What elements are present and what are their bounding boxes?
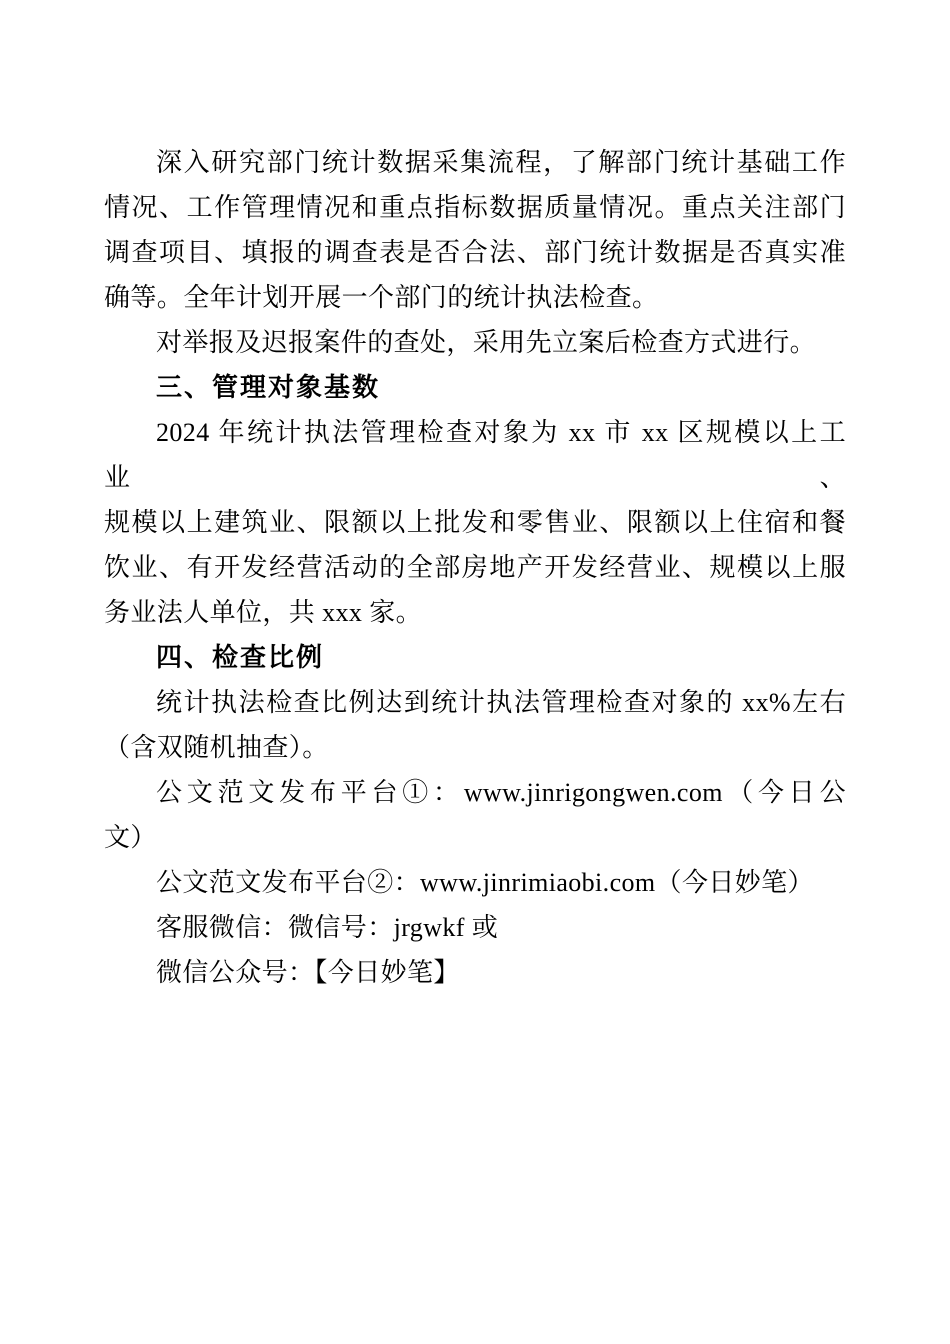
text-line: 公文范文发布平台②：www.jinrimiaobi.com（今日妙笔） [156, 868, 814, 897]
section-heading [104, 635, 846, 680]
text-line: 统计执法检查比例达到统计执法管理检查对象的 xx%左右 [156, 688, 846, 717]
paragraph [104, 410, 846, 635]
text-line: 公文范文发布平台①：www.jinrigongwen.com（今日公 [156, 778, 846, 807]
text-line: 2024 年统计执法管理检查对象为 xx 市 xx 区规模以上工业、 [104, 418, 846, 492]
text-line: 规模以上建筑业、限额以上批发和零售业、限额以上住宿和餐 [104, 508, 846, 537]
text-line: 饮业、有开发经营活动的全部房地产开发经营业、规模以上服 [104, 553, 846, 582]
paragraph [104, 140, 846, 320]
heading-line: 三、管理对象基数 [156, 372, 381, 402]
text-line: 务业法人单位，共 xxx 家。 [104, 598, 423, 627]
text-line: 深入研究部门统计数据采集流程，了解部门统计基础工作 [156, 148, 846, 177]
text-line: 微信公众号：【今日妙笔】 [156, 958, 460, 987]
text-line: （含双随机抽查）。 [104, 733, 329, 762]
paragraph [104, 905, 846, 950]
text-line: 情况、工作管理情况和重点指标数据质量情况。重点关注部门 [104, 193, 846, 222]
paragraph [104, 680, 846, 770]
text-line: 文） [104, 823, 157, 852]
heading-line: 四、检查比例 [156, 642, 325, 672]
paragraph [104, 320, 846, 365]
text-line: 确等。全年计划开展一个部门的统计执法检查。 [104, 283, 659, 312]
document-content [104, 140, 846, 995]
section-heading [104, 365, 846, 410]
text-line: 客服微信：微信号：jrgwkf 或 [156, 913, 499, 942]
paragraph [104, 770, 846, 860]
text-line: 调查项目、填报的调查表是否合法、部门统计数据是否真实准 [104, 238, 846, 267]
text-line: 对举报及迟报案件的查处，采用先立案后检查方式进行。 [156, 328, 817, 357]
paragraph [104, 950, 846, 995]
paragraph [104, 860, 846, 905]
